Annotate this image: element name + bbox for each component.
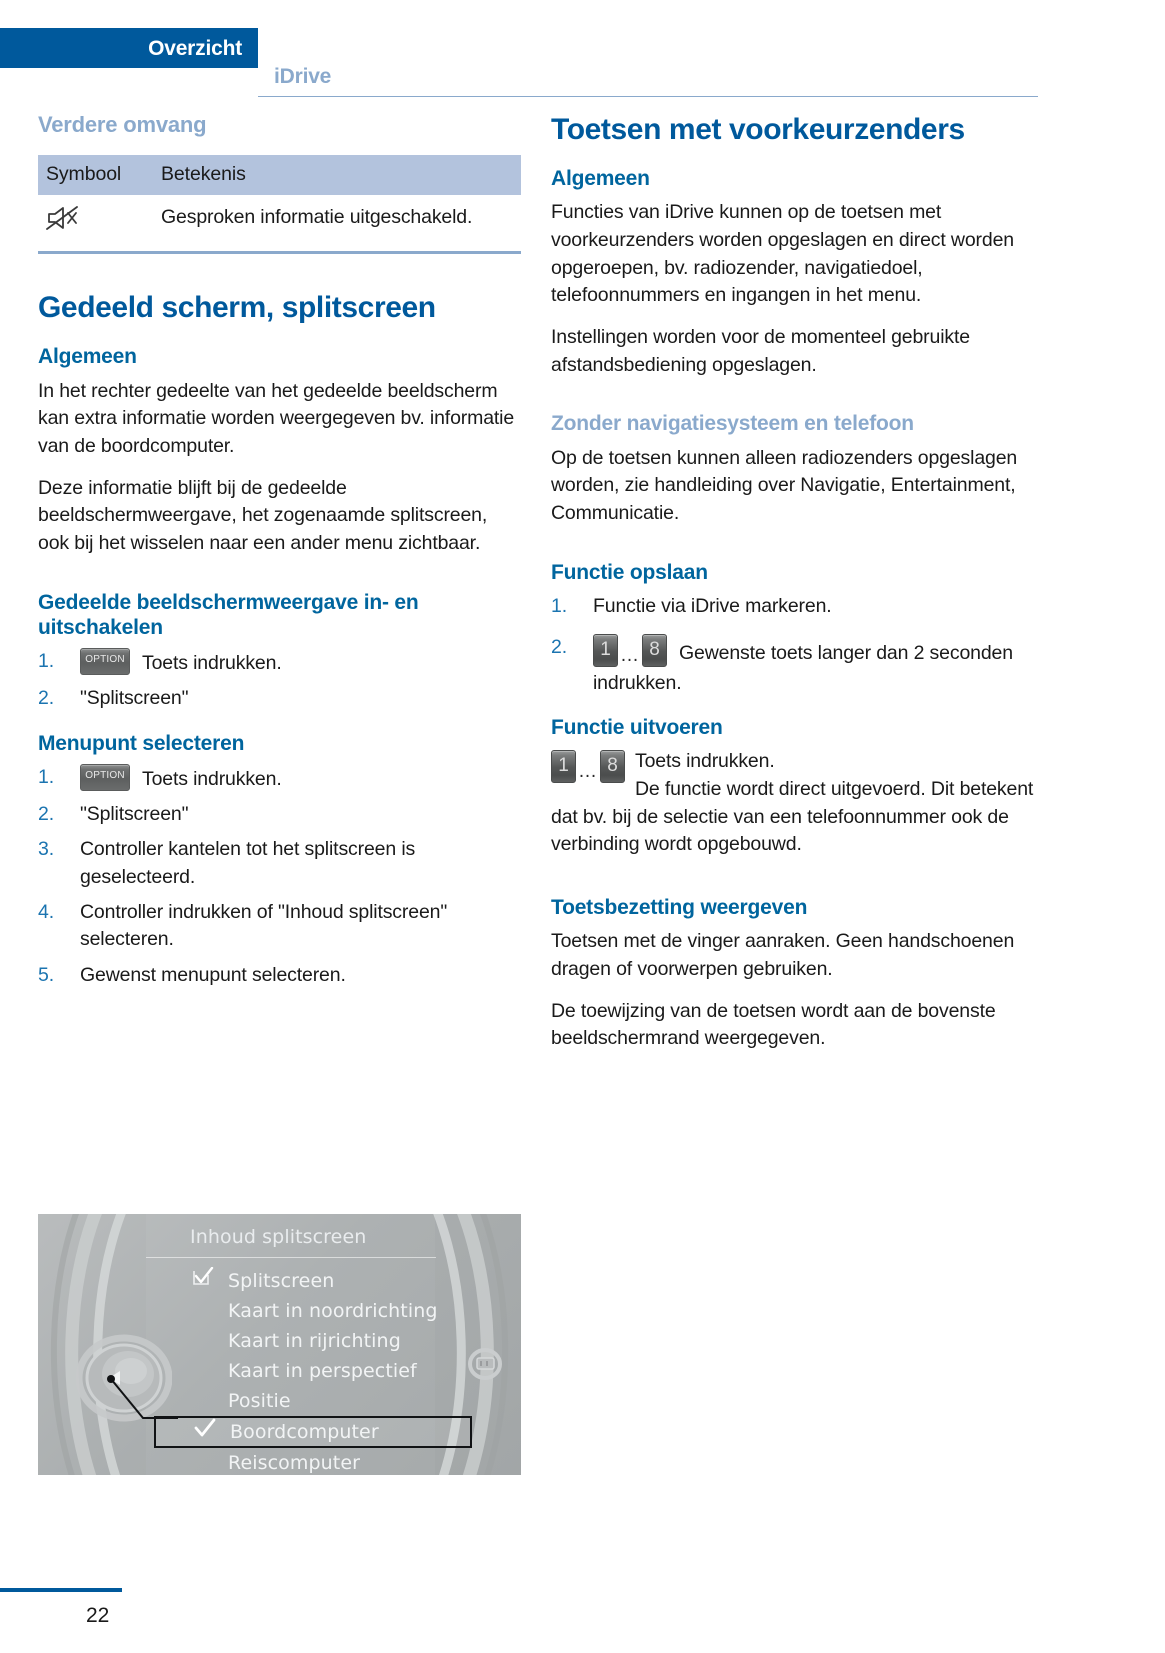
list-item <box>551 593 1034 620</box>
key-range-separator: … <box>578 761 598 783</box>
page-number: 22 <box>86 1604 110 1627</box>
step-text: Toets indrukken. <box>142 767 282 790</box>
heading-algemeen-left: Algemeen <box>38 345 137 369</box>
number-key-8-label: 8 <box>607 755 618 777</box>
table-row <box>38 195 521 250</box>
number-key-8-icon <box>600 750 625 783</box>
list-item <box>38 685 521 712</box>
paragraph: Deze informatie blijft bij de gedeelde beeldschermweergave, het zogenaamde splitscreen, ook bij het wisselen naar een ander menu zichtbaar. <box>38 476 488 555</box>
symbol-cell <box>38 195 161 250</box>
list-item <box>38 764 521 793</box>
heading-functie-uitvoeren: Functie uitvoeren <box>551 716 723 740</box>
idrive-menu-list <box>190 1266 510 1475</box>
list-item[interactable] <box>190 1386 510 1416</box>
list-item <box>38 962 521 989</box>
steps-toggle-splitscreen <box>38 648 521 713</box>
option-key-icon <box>80 648 130 675</box>
symbol-table-header-symbool: Symbool <box>38 155 161 195</box>
number-key-1-label: 1 <box>600 639 611 661</box>
list-item[interactable] <box>190 1356 510 1386</box>
functie-uitvoeren-lead: Toets indrukken. <box>635 750 775 773</box>
page-title-toetsen-voorkeurzenders: Toetsen met voorkeurzenders <box>551 113 965 146</box>
option-key-icon <box>80 764 130 791</box>
checkbox-checked-icon <box>192 1266 220 1296</box>
left-column <box>38 112 521 989</box>
steps-menupunt-selecteren <box>38 764 521 989</box>
paragraph: In het rechter gedeelte van het gedeelde beeldscherm kan extra informatie worden weergegeven bv. informatie van de boordcomputer. <box>38 379 515 457</box>
step-text: Gewenst menupunt selecteren. <box>80 963 346 986</box>
symbol-table <box>38 155 521 250</box>
option-key-label: OPTION <box>85 769 125 781</box>
number-key-range-icon <box>551 750 625 786</box>
symbol-table-header-betekenis: Betekenis <box>161 155 521 195</box>
heading-toetsbezetting-weergeven: Toetsbezetting weergeven <box>551 895 808 919</box>
list-item-label: Boordcomputer <box>230 1421 379 1443</box>
heading-zonder-navigatiesysteem: Zonder navigatiesysteem en telefoon <box>551 412 914 436</box>
page-header <box>0 28 1165 88</box>
list-item <box>38 836 521 891</box>
number-key-8-label: 8 <box>649 639 660 661</box>
step-number: 5. <box>38 963 54 986</box>
option-key-label: OPTION <box>85 654 125 666</box>
step-number: 2. <box>38 687 54 710</box>
header-divider <box>258 96 1038 97</box>
symbol-table-header-row <box>38 155 521 195</box>
list-item <box>38 801 521 828</box>
meaning-cell: Gesproken informatie uitgeschakeld. <box>161 206 473 228</box>
list-item[interactable] <box>190 1448 510 1475</box>
number-key-1-label: 1 <box>558 755 569 777</box>
paragraph: De toewijzing van de toetsen wordt aan de bovenste beeldschermrand weergegeven. <box>551 999 996 1050</box>
step-number: 2. <box>38 803 54 826</box>
functie-uitvoeren-block <box>551 748 1034 859</box>
list-item-selected-boordcomputer[interactable] <box>154 1416 472 1448</box>
verdere-omvang-title: Verdere omvang <box>38 112 207 137</box>
list-item-label: Splitscreen <box>228 1270 335 1292</box>
check-icon <box>194 1418 222 1446</box>
header-section-label: iDrive <box>274 65 332 88</box>
list-item-label: Kaart in rijrichting <box>228 1330 401 1352</box>
page-title-gedeeld-scherm: Gedeeld scherm, splitscreen <box>38 291 436 325</box>
number-key-8-icon <box>642 634 667 667</box>
list-item[interactable] <box>190 1266 510 1296</box>
idrive-menu-title-rule <box>146 1257 436 1258</box>
heading-menupunt-selecteren: Menupunt selecteren <box>38 731 245 755</box>
key-range-separator: … <box>620 645 640 667</box>
step-text: "Splitscreen" <box>80 803 189 826</box>
step-number: 3. <box>38 838 54 861</box>
header-tab-overzicht <box>0 28 258 68</box>
list-item <box>38 899 521 954</box>
list-item[interactable] <box>190 1296 510 1326</box>
paragraph: Instellingen worden voor de momenteel gebruikte afstandsbediening opgeslagen. <box>551 326 970 376</box>
paragraph: Functies van iDrive kunnen op de toetsen met voorkeurzenders worden opgeslagen en direct worden opgeroepen, bv. radiozender, navigatiedoel, telefoonnummers en ingangen in het menu. <box>551 201 1014 307</box>
number-key-range-icon <box>593 634 667 670</box>
functie-uitvoeren-body: De functie wordt direct uitgevoerd. Dit betekent dat bv. bij de selectie van een telefoonnummer ook de verbinding wordt opgebouwd. <box>551 777 1034 856</box>
footer-rule <box>0 1588 122 1592</box>
paragraph: Op de toetsen kunnen alleen radiozenders opgeslagen worden, zie handleiding over Navigatie, Entertainment, Communicatie. <box>551 446 1018 524</box>
header-tab-label: Overzicht <box>148 37 242 60</box>
number-key-1-icon <box>593 634 618 667</box>
idrive-screenshot-figure <box>38 1214 521 1475</box>
step-text: Toets indrukken. <box>142 652 282 675</box>
heading-gedeelde-beeldschermweergave: Gedeelde beeldschermweergave in- en uitschakelen <box>38 590 419 639</box>
idrive-menu-title: Inhoud splitscreen <box>190 1226 367 1248</box>
heading-algemeen-right: Algemeen <box>551 167 650 191</box>
steps-functie-opslaan <box>551 593 1034 697</box>
step-number: 4. <box>38 901 54 924</box>
list-item-label: Positie <box>228 1390 291 1412</box>
idrive-controller-knob-icon <box>76 1330 172 1426</box>
list-item-label: Kaart in noordrichting <box>228 1300 438 1322</box>
step-number: 1. <box>551 594 567 617</box>
paragraph: Toetsen met de vinger aanraken. Geen handschoenen dragen of voorwerpen gebruiken. <box>551 930 1015 980</box>
list-item-label: Reiscomputer <box>228 1452 361 1474</box>
step-number: 1. <box>38 765 54 788</box>
right-column <box>551 112 1034 1053</box>
step-number: 2. <box>551 636 567 659</box>
step-text: Gewenste toets langer dan 2 seconden indrukken. <box>593 642 1013 694</box>
list-item <box>38 648 521 677</box>
step-text: Controller kantelen tot het splitscreen is geselecteerd. <box>80 838 416 888</box>
step-text: Functie via iDrive markeren. <box>593 594 832 617</box>
heading-functie-opslaan: Functie opslaan <box>551 560 708 584</box>
step-text: Controller indrukken of "Inhoud splitscreen" selecteren. <box>80 901 448 951</box>
number-key-1-icon <box>551 750 576 783</box>
step-text: "Splitscreen" <box>80 687 189 710</box>
mute-speaker-icon <box>46 204 80 232</box>
list-item[interactable] <box>190 1326 510 1356</box>
list-item-label: Kaart in perspectief <box>228 1360 417 1382</box>
list-item <box>551 634 1034 697</box>
step-number: 1. <box>38 650 54 673</box>
